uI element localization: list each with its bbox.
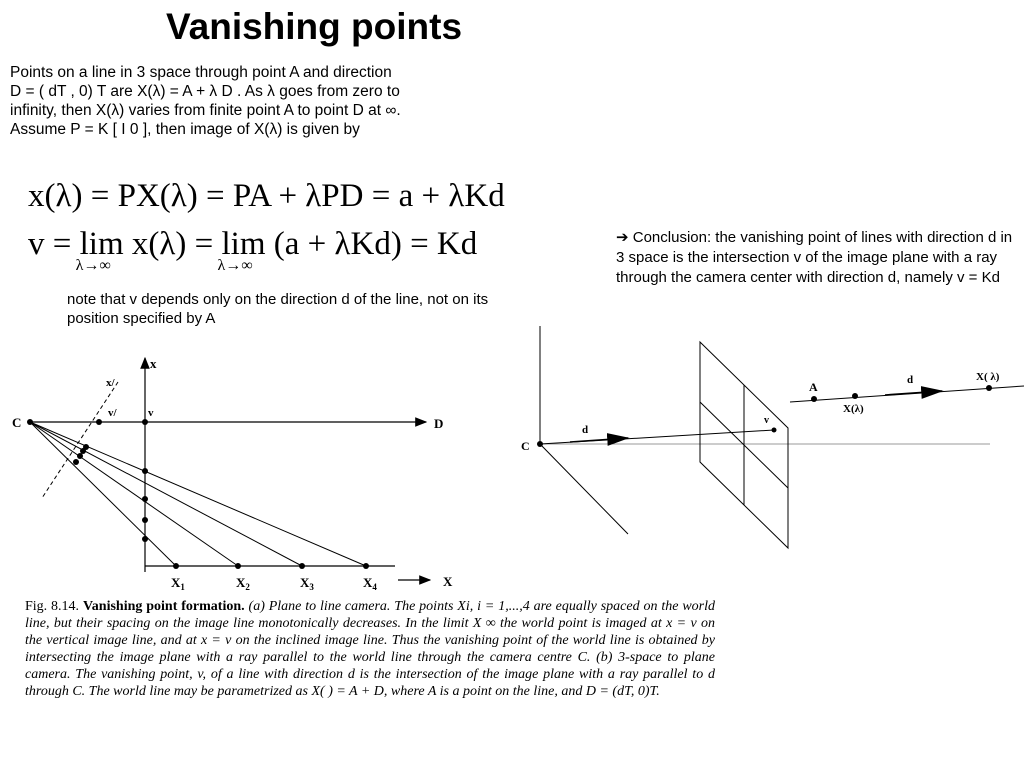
intro-line-2: D = ( dT , 0) T are X(λ) = A + λ D . As λ goes from zero to xyxy=(10,83,400,100)
point-C xyxy=(537,441,543,447)
eq2-limit-1: lim λ→∞ xyxy=(75,226,124,274)
point-X2 xyxy=(235,563,241,569)
inclined-image-point xyxy=(80,448,86,454)
point-X4 xyxy=(363,563,369,569)
conclusion-body: Conclusion: the vanishing point of lines with direction d in 3 space is the intersection v of the image plane with a ray through the camera center with direction d, namely v = Kd xyxy=(616,229,1013,286)
slide-title: Vanishing points xyxy=(166,6,463,47)
inclined-image-line xyxy=(42,382,118,498)
eq2-rhs: (a + λKd) = Kd xyxy=(265,226,478,262)
point-X-lambda xyxy=(852,393,858,399)
point-C xyxy=(27,419,33,425)
ray-to-X4 xyxy=(30,422,366,566)
image-point xyxy=(142,496,148,502)
point-X-far xyxy=(986,385,992,391)
world-direction-arrow xyxy=(885,391,942,395)
caption-body: (a) Plane to line camera. The points Xi, i = 1,...,4 are equally spaced on the world line, but their spacing on the image line monotonically decreases. In the limit X ∞ the world point is imaged at x = v on the vertical image line, and at x = v on the inclined image line. Thus the vanishing point of the world line is obtained by intersecting the image plane with a ray parallel to the world line through the camera centre C. (b) 3-space to plane camera. The vanishing point, v, of a line with direction d is the intersection of the image plane with a ray parallel to d through C. The world line may be parametrized as X( ) = A + D, where A is a point on the line, and D = (dT, 0)T. xyxy=(25,599,716,699)
label-A: A xyxy=(809,380,818,394)
image-point xyxy=(142,517,148,523)
label-C: C xyxy=(12,415,22,430)
caption-heading: Vanishing point formation. xyxy=(82,599,245,614)
figure-a-plane-to-line-camera xyxy=(0,340,470,595)
caption-figure-number: Fig. 8.14. xyxy=(25,599,80,614)
eq2-lhs: v = xyxy=(28,226,80,262)
note-text: note that v depends only on the direction d of the line, not on its position specified by A xyxy=(67,291,489,327)
label-X1: $X_1$ xyxy=(171,575,185,592)
limit-subscript-1: λ→∞ xyxy=(75,257,111,274)
arrow-icon: ➔ xyxy=(616,229,629,246)
point-A xyxy=(811,396,817,402)
label-v: v xyxy=(764,415,769,426)
label-d-world: d xyxy=(907,374,914,386)
label-X-lambda: X(λ) xyxy=(843,403,864,415)
label-X-lambda-far: X( λ) xyxy=(976,371,1000,383)
figure-caption xyxy=(25,598,715,700)
point-v xyxy=(142,419,148,425)
point-v xyxy=(772,428,777,433)
label-X2: $X_2$ xyxy=(236,575,250,592)
label-v: v xyxy=(148,407,154,419)
ray-to-X1 xyxy=(30,422,176,566)
conclusion-text xyxy=(616,228,1024,288)
label-d-ray: d xyxy=(582,424,589,436)
ray-to-X2 xyxy=(30,422,238,566)
intro-line-1: Points on a line in 3 space through point A and direction xyxy=(10,64,392,81)
point-X1 xyxy=(173,563,179,569)
label-X: X xyxy=(443,574,453,589)
label-x-axis: x xyxy=(150,356,157,371)
equation-vanishing-point xyxy=(28,226,478,274)
point-v-prime xyxy=(96,419,102,425)
figure-b-space-to-plane-camera xyxy=(510,320,1024,560)
label-v-prime: v/ xyxy=(108,407,117,419)
intro-line-4: Assume P = K [ I 0 ], then image of X(λ) is given by xyxy=(10,121,360,138)
point-X3 xyxy=(299,563,305,569)
eq2-limit-2: lim λ→∞ xyxy=(217,226,266,274)
eq2-mid: x(λ) = xyxy=(123,226,222,262)
image-point xyxy=(142,468,148,474)
ray-direction-arrow xyxy=(570,438,628,442)
label-D: D xyxy=(434,416,444,431)
ray-to-X3 xyxy=(30,422,302,566)
label-X4: $X_4$ xyxy=(363,575,377,592)
inclined-image-point xyxy=(77,453,83,459)
label-X3: $X_3$ xyxy=(300,575,314,592)
equation-image-of-line: x(λ) = PX(λ) = PA + λPD = a + λKd xyxy=(28,178,505,214)
limit-subscript-2: λ→∞ xyxy=(217,257,253,274)
intro-line-3: infinity, then X(λ) varies from finite point A to point D at ∞. xyxy=(10,102,401,119)
inclined-image-point xyxy=(73,459,79,465)
label-x-prime: x/ xyxy=(106,377,115,389)
image-point xyxy=(142,536,148,542)
intro-paragraph xyxy=(10,63,470,139)
label-C: C xyxy=(521,439,530,453)
camera-axis-down xyxy=(540,444,628,534)
